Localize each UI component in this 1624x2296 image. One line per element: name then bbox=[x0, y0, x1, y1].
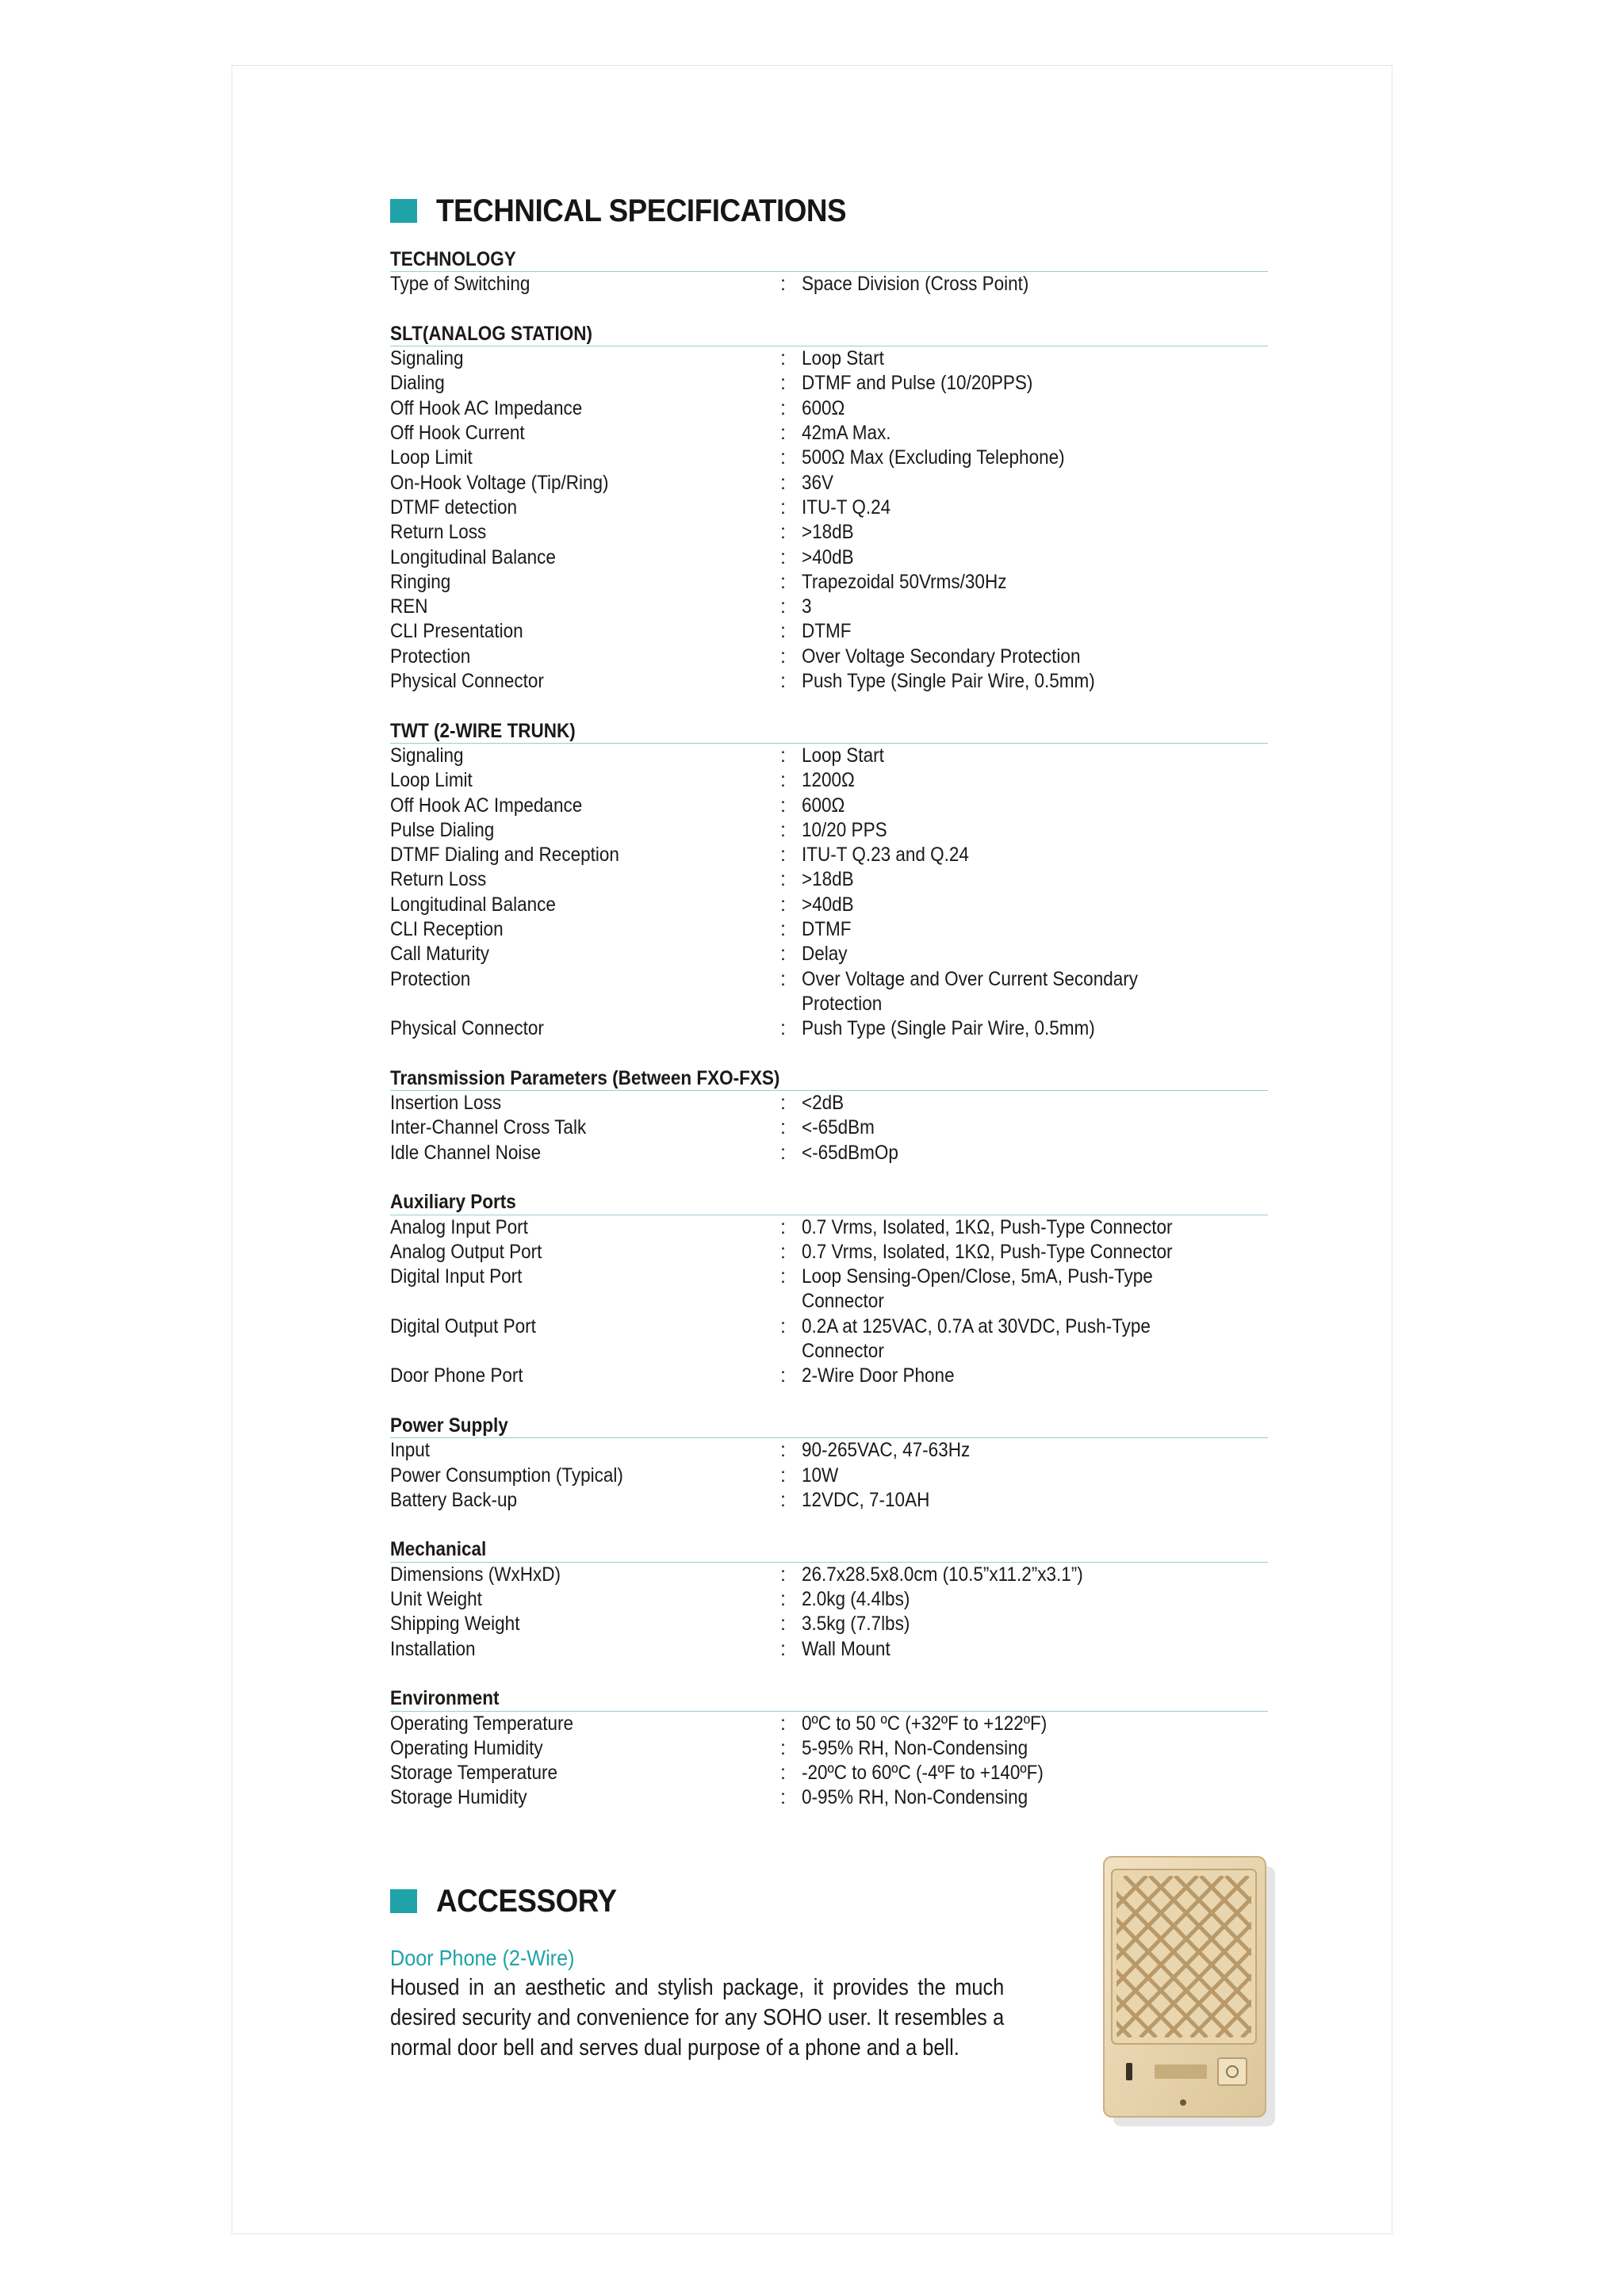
spec-colon: : bbox=[780, 844, 786, 867]
spec-value: 5-95% RH, Non-Condensing bbox=[802, 1736, 1028, 1759]
spec-value: Wall Mount bbox=[802, 1637, 891, 1660]
spec-label: Dimensions (WxHxD) bbox=[390, 1563, 561, 1586]
spec-row bbox=[390, 1215, 1269, 1240]
spec-label: Power Consumption (Typical) bbox=[390, 1464, 623, 1487]
spec-colon: : bbox=[780, 893, 786, 916]
door-phone-screw bbox=[1180, 2099, 1186, 2106]
spec-colon: : bbox=[780, 1092, 786, 1115]
spec-colon: : bbox=[780, 1563, 786, 1586]
spec-row bbox=[390, 1612, 1269, 1636]
spec-group-title: TECHNOLOGY bbox=[390, 247, 1268, 272]
spec-row bbox=[390, 843, 1269, 867]
spec-colon: : bbox=[780, 422, 786, 445]
spec-group-title: Power Supply bbox=[390, 1414, 1268, 1438]
spec-value: 1200Ω bbox=[802, 769, 855, 792]
accessory-heading bbox=[390, 1877, 632, 1925]
spec-row bbox=[390, 1141, 1269, 1165]
spec-label: Off Hook AC Impedance bbox=[390, 396, 583, 419]
spec-row bbox=[390, 1314, 1269, 1364]
spec-value: 42mA Max. bbox=[802, 422, 891, 445]
spec-value: >40dB bbox=[802, 545, 854, 568]
spec-row bbox=[390, 1364, 1269, 1388]
spec-value: ITU-T Q.24 bbox=[802, 496, 891, 519]
spec-label: Dialing bbox=[390, 372, 445, 395]
spec-colon: : bbox=[780, 1265, 786, 1288]
spec-row bbox=[390, 545, 1269, 570]
spec-colon: : bbox=[780, 446, 786, 469]
spec-label: Call Maturity bbox=[390, 943, 490, 966]
spec-section bbox=[390, 1190, 1269, 1388]
spec-value: Space Division (Cross Point) bbox=[802, 273, 1029, 296]
spec-colon: : bbox=[780, 595, 786, 618]
spec-value: 3.5kg (7.7lbs) bbox=[802, 1613, 910, 1636]
spec-value: Delay bbox=[802, 943, 848, 966]
spec-section bbox=[390, 1414, 1269, 1513]
spec-value: <-65dBmOp bbox=[802, 1141, 898, 1164]
spec-colon: : bbox=[780, 1588, 786, 1611]
spec-row bbox=[390, 570, 1269, 595]
spec-label: Type of Switching bbox=[390, 273, 530, 296]
spec-section bbox=[390, 322, 1269, 694]
spec-value: 2-Wire Door Phone bbox=[802, 1364, 955, 1387]
tech-specs-heading bbox=[390, 187, 882, 235]
spec-value: <2dB bbox=[802, 1092, 845, 1115]
spec-label: Inter-Channel Cross Talk bbox=[390, 1116, 587, 1139]
spec-colon: : bbox=[780, 1736, 786, 1759]
spec-colon: : bbox=[780, 1439, 786, 1462]
spec-value: Loop Start bbox=[802, 347, 884, 370]
spec-row bbox=[390, 669, 1269, 694]
spec-row bbox=[390, 768, 1269, 793]
spec-value: 600Ω bbox=[802, 396, 845, 419]
spec-value: Push Type (Single Pair Wire, 0.5mm) bbox=[802, 1017, 1095, 1040]
spec-section bbox=[390, 247, 1269, 297]
spec-value: 12VDC, 7-10AH bbox=[802, 1488, 930, 1511]
spec-label: Off Hook Current bbox=[390, 422, 525, 445]
spec-value: >40dB bbox=[802, 893, 854, 916]
spec-label: Longitudinal Balance bbox=[390, 893, 556, 916]
spec-colon: : bbox=[780, 1116, 786, 1139]
spec-colon: : bbox=[780, 1240, 786, 1263]
spec-row bbox=[390, 371, 1269, 396]
spec-row bbox=[390, 1016, 1269, 1041]
spec-value: 2.0kg (4.4lbs) bbox=[802, 1588, 910, 1611]
spec-colon: : bbox=[780, 967, 786, 990]
spec-group-title: SLT(ANALOG STATION) bbox=[390, 322, 1268, 346]
spec-label: Operating Humidity bbox=[390, 1736, 543, 1759]
spec-row bbox=[390, 496, 1269, 520]
spec-section bbox=[390, 1537, 1269, 1661]
heading-square-icon bbox=[390, 1889, 417, 1913]
spec-label: Battery Back-up bbox=[390, 1488, 518, 1511]
spec-colon: : bbox=[780, 670, 786, 693]
spec-colon: : bbox=[780, 1637, 786, 1660]
spec-value: 0.7 Vrms, Isolated, 1KΩ, Push-Type Connector bbox=[802, 1240, 1173, 1263]
spec-row bbox=[390, 1587, 1269, 1612]
spec-value: 0-95% RH, Non-Condensing bbox=[802, 1786, 1028, 1809]
spec-row bbox=[390, 744, 1269, 768]
spec-colon: : bbox=[780, 545, 786, 568]
spec-row bbox=[390, 893, 1269, 917]
spec-label: Signaling bbox=[390, 347, 464, 370]
spec-value: DTMF bbox=[802, 620, 852, 643]
spec-value: 0.2A at 125VAC, 0.7A at 30VDC, Push-Type Connector bbox=[802, 1314, 1151, 1363]
spec-label: Analog Input Port bbox=[390, 1215, 528, 1238]
spec-label: On-Hook Voltage (Tip/Ring) bbox=[390, 471, 609, 494]
spec-row bbox=[390, 1115, 1269, 1140]
spec-colon: : bbox=[780, 570, 786, 593]
spec-row bbox=[390, 595, 1269, 619]
spec-value: ITU-T Q.23 and Q.24 bbox=[802, 844, 969, 867]
spec-row bbox=[390, 1637, 1269, 1662]
spec-colon: : bbox=[780, 1488, 786, 1511]
spec-label: Shipping Weight bbox=[390, 1613, 520, 1636]
spec-row bbox=[390, 1464, 1269, 1488]
spec-row bbox=[390, 446, 1269, 470]
spec-row bbox=[390, 396, 1269, 421]
spec-colon: : bbox=[780, 918, 786, 941]
spec-value: -20ºC to 60ºC (-4ºF to +140ºF) bbox=[802, 1762, 1044, 1785]
spec-row bbox=[390, 645, 1269, 669]
spec-label: CLI Reception bbox=[390, 918, 504, 941]
spec-list bbox=[390, 247, 1269, 1835]
spec-label: Signaling bbox=[390, 744, 464, 767]
spec-row bbox=[390, 421, 1269, 446]
spec-label: DTMF Dialing and Reception bbox=[390, 844, 619, 867]
spec-row bbox=[390, 346, 1269, 371]
spec-colon: : bbox=[780, 273, 786, 296]
spec-label: Protection bbox=[390, 645, 471, 668]
spec-colon: : bbox=[780, 1712, 786, 1735]
spec-label: Installation bbox=[390, 1637, 476, 1660]
door-phone-image bbox=[1099, 1852, 1278, 2130]
spec-label: Physical Connector bbox=[390, 1017, 544, 1040]
spec-colon: : bbox=[780, 1464, 786, 1487]
spec-colon: : bbox=[780, 943, 786, 966]
tech-specs-title: TECHNICAL SPECIFICATIONS bbox=[436, 193, 847, 228]
spec-label: Loop Limit bbox=[390, 769, 473, 792]
spec-section bbox=[390, 1066, 1269, 1165]
spec-value: 0ºC to 50 ºC (+32ºF to +122ºF) bbox=[802, 1712, 1048, 1735]
spec-label: Protection bbox=[390, 967, 471, 990]
spec-row bbox=[390, 1761, 1269, 1785]
spec-row bbox=[390, 1712, 1269, 1736]
spec-colon: : bbox=[780, 1786, 786, 1809]
spec-label: Physical Connector bbox=[390, 670, 544, 693]
spec-row bbox=[390, 1091, 1269, 1115]
spec-row bbox=[390, 967, 1269, 1017]
spec-row bbox=[390, 794, 1269, 818]
spec-colon: : bbox=[780, 769, 786, 792]
accessory-title: ACCESSORY bbox=[436, 1883, 617, 1919]
spec-row bbox=[390, 1438, 1269, 1463]
spec-colon: : bbox=[780, 396, 786, 419]
spec-value: 36V bbox=[802, 471, 834, 494]
accessory-description: Housed in an aesthetic and stylish package, it provides the much desired security and convenience for any SOHO user. It resembles a normal door bell and serves dual purpose of a phone and a bell. bbox=[390, 1975, 1005, 2061]
spec-colon: : bbox=[780, 620, 786, 643]
spec-label: Analog Output Port bbox=[390, 1240, 542, 1263]
spec-colon: : bbox=[780, 794, 786, 817]
spec-colon: : bbox=[780, 1613, 786, 1636]
spec-row bbox=[390, 1785, 1269, 1810]
spec-colon: : bbox=[780, 372, 786, 395]
spec-label: Digital Output Port bbox=[390, 1314, 536, 1337]
spec-colon: : bbox=[780, 1215, 786, 1238]
door-phone-bell-button bbox=[1218, 2058, 1247, 2085]
spec-colon: : bbox=[780, 1762, 786, 1785]
spec-value: 500Ω Max (Excluding Telephone) bbox=[802, 446, 1065, 469]
spec-row bbox=[390, 917, 1269, 942]
spec-value: DTMF bbox=[802, 918, 852, 941]
spec-label: Loop Limit bbox=[390, 446, 473, 469]
spec-value: Loop Start bbox=[802, 744, 884, 767]
spec-row bbox=[390, 520, 1269, 545]
spec-value: 10W bbox=[802, 1464, 839, 1487]
spec-label: DTMF detection bbox=[390, 496, 518, 519]
spec-colon: : bbox=[780, 1364, 786, 1387]
spec-group-title: Environment bbox=[390, 1686, 1268, 1711]
spec-label: Storage Humidity bbox=[390, 1786, 527, 1809]
spec-row bbox=[390, 818, 1269, 843]
spec-section bbox=[390, 1686, 1269, 1810]
spec-label: Storage Temperature bbox=[390, 1762, 557, 1785]
spec-group-title: Mechanical bbox=[390, 1537, 1268, 1562]
spec-colon: : bbox=[780, 347, 786, 370]
spec-value: Trapezoidal 50Vrms/30Hz bbox=[802, 570, 1007, 593]
spec-value: 0.7 Vrms, Isolated, 1KΩ, Push-Type Connector bbox=[802, 1215, 1173, 1238]
spec-colon: : bbox=[780, 818, 786, 841]
spec-label: REN bbox=[390, 595, 428, 618]
spec-value: Over Voltage Secondary Protection bbox=[802, 645, 1081, 668]
spec-value: 3 bbox=[802, 595, 812, 618]
spec-group-title: Transmission Parameters (Between FXO-FXS) bbox=[390, 1066, 1268, 1091]
spec-group-title: Auxiliary Ports bbox=[390, 1190, 1268, 1215]
spec-value: 90-265VAC, 47-63Hz bbox=[802, 1439, 971, 1462]
door-phone-mic-slot bbox=[1126, 2063, 1132, 2080]
spec-label: Digital Input Port bbox=[390, 1265, 523, 1288]
spec-colon: : bbox=[780, 521, 786, 544]
spec-row bbox=[390, 867, 1269, 892]
spec-label: CLI Presentation bbox=[390, 620, 523, 643]
spec-label: Pulse Dialing bbox=[390, 818, 495, 841]
spec-value: 26.7x28.5x8.0cm (10.5”x11.2”x3.1”) bbox=[802, 1563, 1083, 1586]
spec-label: Door Phone Port bbox=[390, 1364, 523, 1387]
spec-label: Return Loss bbox=[390, 868, 487, 891]
spec-section bbox=[390, 719, 1269, 1042]
spec-value: Push Type (Single Pair Wire, 0.5mm) bbox=[802, 670, 1095, 693]
spec-row bbox=[390, 1240, 1269, 1265]
spec-row bbox=[390, 471, 1269, 496]
spec-row bbox=[390, 942, 1269, 966]
spec-label: Unit Weight bbox=[390, 1588, 482, 1611]
spec-value: 600Ω bbox=[802, 794, 845, 817]
spec-row bbox=[390, 1563, 1269, 1587]
spec-row bbox=[390, 619, 1269, 644]
spec-value: <-65dBm bbox=[802, 1116, 875, 1139]
spec-value: Over Voltage and Over Current Secondary Protection bbox=[802, 967, 1138, 1015]
spec-row bbox=[390, 1736, 1269, 1761]
accessory-subtitle: Door Phone (2-Wire) bbox=[390, 1946, 575, 1970]
spec-colon: : bbox=[780, 496, 786, 519]
spec-row bbox=[390, 1488, 1269, 1513]
spec-label: Longitudinal Balance bbox=[390, 545, 556, 568]
heading-square-icon bbox=[390, 199, 417, 223]
spec-row bbox=[390, 1265, 1269, 1314]
spec-value: >18dB bbox=[802, 868, 854, 891]
spec-label: Operating Temperature bbox=[390, 1712, 573, 1735]
spec-label: Ringing bbox=[390, 570, 451, 593]
spec-colon: : bbox=[780, 744, 786, 767]
spec-colon: : bbox=[780, 868, 786, 891]
spec-value: Loop Sensing-Open/Close, 5mA, Push-Type Connector bbox=[802, 1265, 1153, 1313]
spec-colon: : bbox=[780, 645, 786, 668]
spec-colon: : bbox=[780, 1017, 786, 1040]
spec-label: Idle Channel Noise bbox=[390, 1141, 542, 1164]
spec-value: >18dB bbox=[802, 521, 854, 544]
spec-row bbox=[390, 272, 1269, 297]
spec-value: DTMF and Pulse (10/20PPS) bbox=[802, 372, 1033, 395]
spec-label: Input bbox=[390, 1439, 431, 1462]
spec-group-title: TWT (2-WIRE TRUNK) bbox=[390, 719, 1268, 744]
spec-label: Off Hook AC Impedance bbox=[390, 794, 583, 817]
spec-colon: : bbox=[780, 471, 786, 494]
spec-colon: : bbox=[780, 1314, 786, 1337]
spec-value: 10/20 PPS bbox=[802, 818, 887, 841]
spec-label: Return Loss bbox=[390, 521, 487, 544]
spec-colon: : bbox=[780, 1141, 786, 1164]
door-phone-label-plate bbox=[1155, 2064, 1207, 2079]
spec-label: Insertion Loss bbox=[390, 1092, 502, 1115]
